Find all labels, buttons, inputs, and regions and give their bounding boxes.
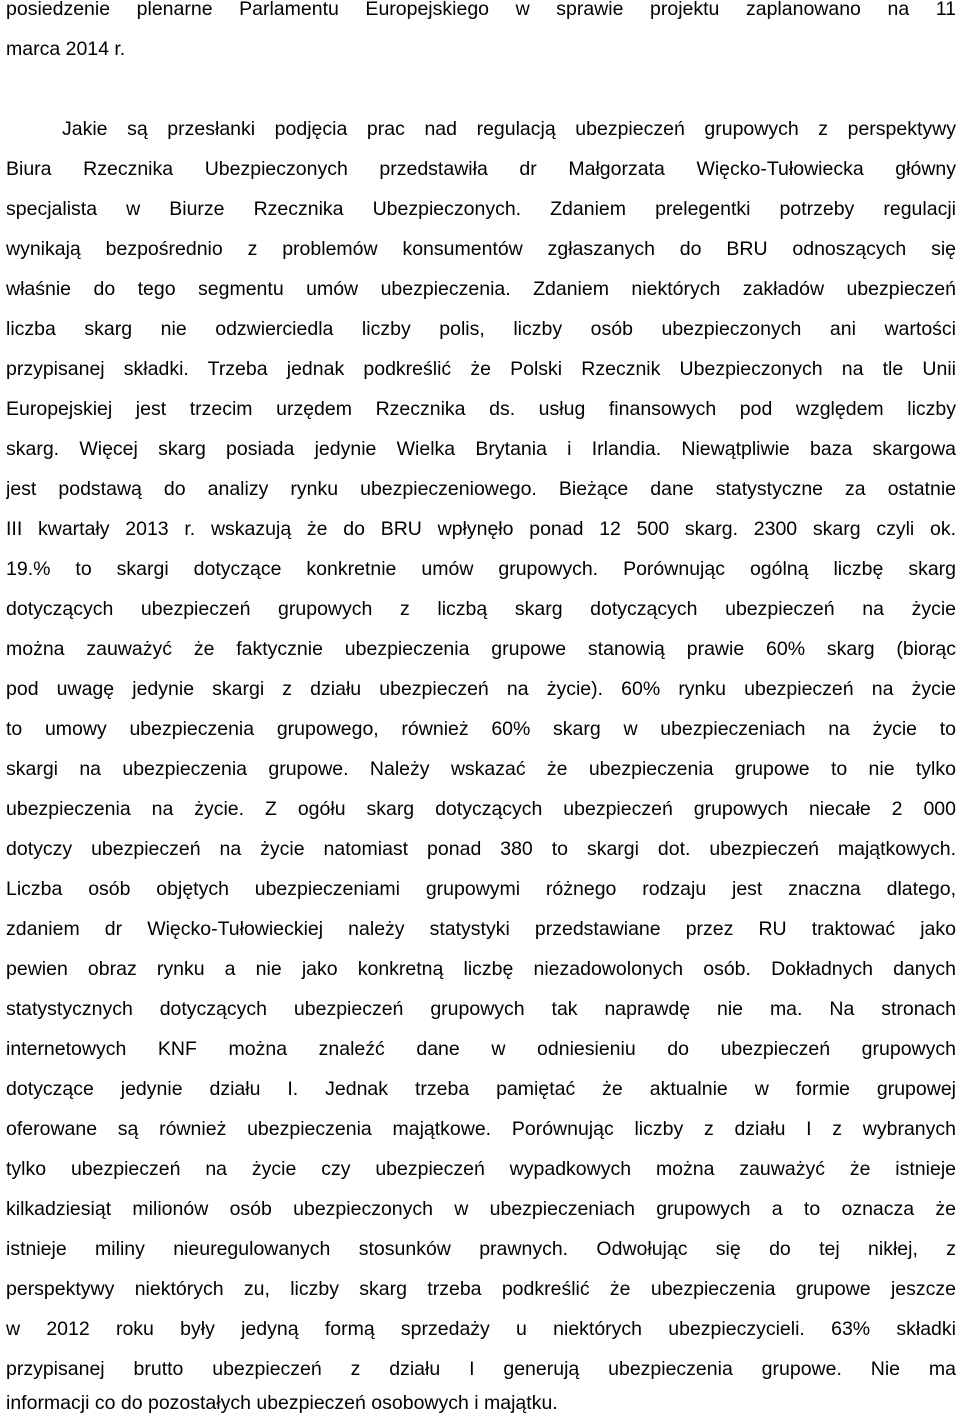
text-line: skargi na ubezpieczenia grupowe. Należy wskazać że ubezpieczenia grupowe to nie tylko bbox=[6, 758, 956, 780]
text-line: w 2012 roku były jedyną formą sprzedaży u niektórych ubezpieczycieli. 63% składki bbox=[6, 1318, 956, 1340]
text-line: kilkadziesiąt milionów osób ubezpieczonych w ubezpieczeniach grupowych a to oznacza że bbox=[6, 1198, 956, 1220]
text-line: Jakie są przesłanki podjęcia prac nad regulacją ubezpieczeń grupowych z perspektywy bbox=[62, 118, 956, 140]
text-line: przypisanej składki. Trzeba jednak podkreślić że Polski Rzecznik Ubezpieczonych na tle Unii bbox=[6, 358, 956, 380]
text-line: dotyczące jedynie działu I. Jednak trzeba pamiętać że aktualnie w formie grupowej bbox=[6, 1078, 956, 1100]
text-line: 19.% to skargi dotyczące konkretnie umów grupowych. Porównując ogólną liczbę skarg bbox=[6, 558, 956, 580]
text-line: perspektywy niektórych zu, liczby skarg trzeba podkreślić że ubezpieczenia grupowe jeszcze bbox=[6, 1278, 956, 1300]
text-line: jest podstawą do analizy rynku ubezpieczeniowego. Bieżące dane statystyczne za ostatnie bbox=[6, 478, 956, 500]
text-line: to umowy ubezpieczenia grupowego, również 60% skarg w ubezpieczeniach na życie to bbox=[6, 718, 956, 740]
text-line: Biura Rzecznika Ubezpieczonych przedstawiła dr Małgorzata Więcko-Tułowiecka główny bbox=[6, 158, 956, 180]
text-line: można zauważyć że faktycznie ubezpieczenia grupowe stanowią prawie 60% skarg (biorąc bbox=[6, 638, 956, 660]
text-line: III kwartały 2013 r. wskazują że do BRU wpłynęło ponad 12 500 skarg. 2300 skarg czyli ok. bbox=[6, 518, 956, 540]
text-line: dotyczy ubezpieczeń na życie natomiast ponad 380 to skargi dot. ubezpieczeń majątkowych. bbox=[6, 838, 956, 860]
text-line: skarg. Więcej skarg posiada jedynie Wielka Brytania i Irlandia. Niewątpliwie baza skargowa bbox=[6, 438, 956, 460]
text-line: przypisanej brutto ubezpieczeń z działu I generują ubezpieczenia grupowe. Nie ma bbox=[6, 1358, 956, 1380]
text-line: tylko ubezpieczeń na życie czy ubezpieczeń wypadkowych można zauważyć że istnieje bbox=[6, 1158, 956, 1180]
text-line: specjalista w Biurze Rzecznika Ubezpieczonych. Zdaniem prelegentki potrzeby regulacji bbox=[6, 198, 956, 220]
text-line: posiedzenie plenarne Parlamentu Europejskiego w sprawie projektu zaplanowano na 11 bbox=[6, 0, 956, 20]
text-line: Europejskiej jest trzecim urzędem Rzecznika ds. usług finansowych pod względem liczby bbox=[6, 398, 956, 420]
text-line: wynikają bezpośrednio z problemów konsumentów zgłaszanych do BRU odnoszących się bbox=[6, 238, 956, 260]
text-line: statystycznych dotyczących ubezpieczeń grupowych tak naprawdę nie ma. Na stronach bbox=[6, 998, 956, 1020]
text-line: zdaniem dr Więcko-Tułowieckiej należy statystyki przedstawiane przez RU traktować jako bbox=[6, 918, 956, 940]
text-line: oferowane są również ubezpieczenia majątkowe. Porównując liczby z działu I z wybranych bbox=[6, 1118, 956, 1140]
text-line: ubezpieczenia na życie. Z ogółu skarg dotyczących ubezpieczeń grupowych niecałe 2 000 bbox=[6, 798, 956, 820]
text-line: informacji co do pozostałych ubezpieczeń osobowych i majątku. bbox=[6, 1392, 558, 1414]
text-line: Liczba osób objętych ubezpieczeniami grupowymi różnego rodzaju jest znaczna dlatego, bbox=[6, 878, 956, 900]
text-line: internetowych KNF można znaleźć dane w odniesieniu do ubezpieczeń grupowych bbox=[6, 1038, 956, 1060]
text-line: liczba skarg nie odzwierciedla liczby polis, liczby osób ubezpieczonych ani wartości bbox=[6, 318, 956, 340]
text-line: pod uwagę jedynie skargi z działu ubezpieczeń na życie). 60% rynku ubezpieczeń na życie bbox=[6, 678, 956, 700]
text-line: istnieje miliny nieuregulowanych stosunków prawnych. Odwołując się do tej nikłej, z bbox=[6, 1238, 956, 1260]
text-line: pewien obraz rynku a nie jako konkretną liczbę niezadowolonych osób. Dokładnych danych bbox=[6, 958, 956, 980]
text-line: marca 2014 r. bbox=[6, 38, 126, 60]
text-line: dotyczących ubezpieczeń grupowych z liczbą skarg dotyczących ubezpieczeń na życie bbox=[6, 598, 956, 620]
text-line: właśnie do tego segmentu umów ubezpieczenia. Zdaniem niektórych zakładów ubezpieczeń bbox=[6, 278, 956, 300]
